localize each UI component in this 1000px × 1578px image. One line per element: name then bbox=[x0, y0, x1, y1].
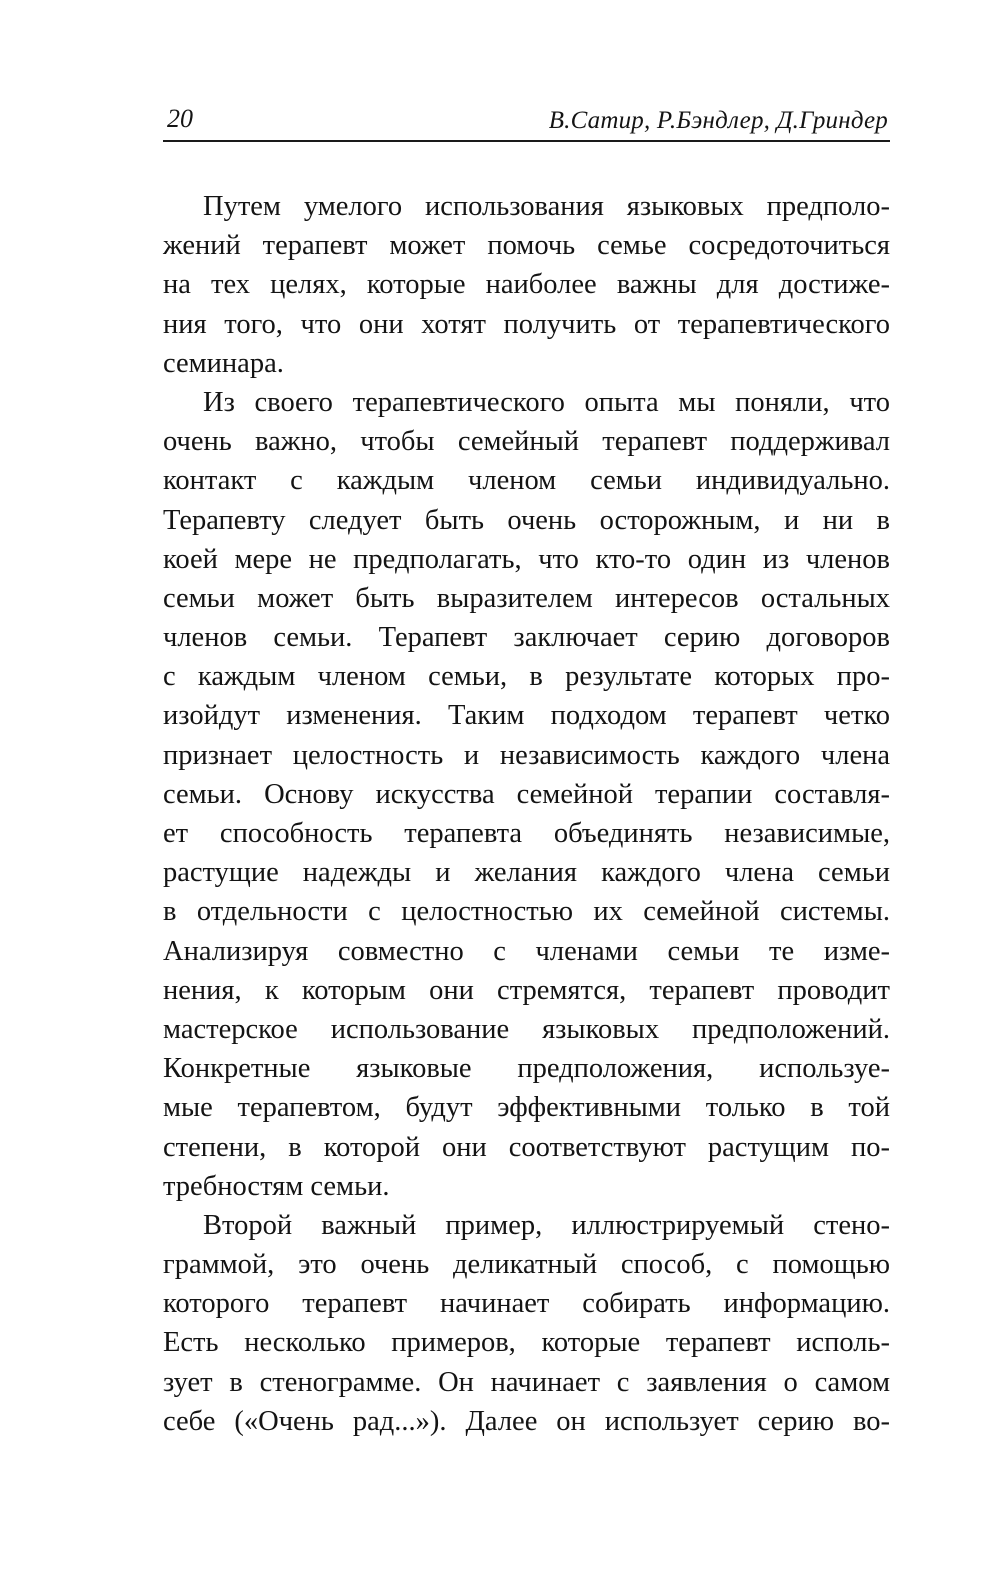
text-line: семинара. bbox=[163, 347, 284, 379]
text-line: Путем умелого использования языковых предполо- bbox=[203, 191, 890, 222]
text-line: семьи может быть выразителем интересов остальных bbox=[163, 582, 890, 614]
text-line: мые терапевтом, будут эффективными только в той bbox=[163, 1092, 890, 1124]
text-line: членов семьи. Терапевт заключает серию договоров bbox=[163, 622, 890, 654]
text-line: степени, в которой они соответствуют растущим по- bbox=[163, 1131, 890, 1163]
text-line: себе («Очень рад...»). Далее он использует серию во- bbox=[163, 1405, 890, 1437]
text-line: на тех целях, которые наиболее важны для достиже- bbox=[163, 269, 890, 301]
text-line: нения, к которым они стремятся, терапевт проводит bbox=[163, 974, 890, 1006]
text-line: контакт с каждым членом семьи индивидуально. bbox=[163, 465, 890, 497]
text-line: Анализируя совместно с членами семьи те изме- bbox=[163, 935, 890, 967]
header-authors: В.Сатир, Р.Бэндлер, Д.Гриндер bbox=[548, 107, 888, 134]
text-line: Из своего терапевтического опыта мы поняли, что bbox=[203, 386, 890, 418]
text-line: растущие надежды и желания каждого члена семьи bbox=[163, 857, 890, 889]
text-line: в отдельности с целостностью их семейной системы. bbox=[163, 896, 890, 928]
text-line: требностям семьи. bbox=[163, 1170, 390, 1202]
text-line: с каждым членом семьи, в результате которых про- bbox=[163, 661, 890, 693]
text-line: семьи. Основу искусства семейной терапии составля- bbox=[163, 778, 890, 810]
text-line: ния того, что они хотят получить от терапевтического bbox=[163, 308, 890, 340]
text-line: которого терапевт начинает собирать информацию. bbox=[163, 1288, 890, 1320]
text-line: Конкретные языковые предположения, используе- bbox=[163, 1053, 890, 1085]
text-line: жений терапевт может помочь семье сосредоточиться bbox=[163, 230, 890, 262]
body-text bbox=[163, 187, 890, 1441]
text-line: Есть несколько примеров, которые терапевт исполь- bbox=[163, 1327, 890, 1359]
text-line: мастерское использование языковых предположений. bbox=[163, 1013, 890, 1045]
running-header bbox=[163, 100, 890, 142]
page-number: 20 bbox=[167, 104, 193, 133]
text-line: ет способность терапевта объединять независимые, bbox=[163, 818, 890, 849]
text-line: Второй важный пример, иллюстрируемый стено- bbox=[203, 1209, 890, 1241]
text-line: очень важно, чтобы семейный терапевт поддерживал bbox=[163, 426, 890, 458]
text-line: Терапевту следует быть очень осторожным, и ни в bbox=[163, 504, 890, 536]
text-line: изойдут изменения. Таким подходом терапевт четко bbox=[163, 700, 890, 732]
text-line: признает целостность и независимость каждого члена bbox=[163, 739, 890, 771]
text-line: граммой, это очень деликатный способ, с помощью bbox=[163, 1249, 890, 1281]
text-line: зует в стенограмме. Он начинает с заявления о самом bbox=[163, 1366, 890, 1398]
text-line: коей мере не предполагать, что кто-то один из членов bbox=[163, 543, 890, 575]
